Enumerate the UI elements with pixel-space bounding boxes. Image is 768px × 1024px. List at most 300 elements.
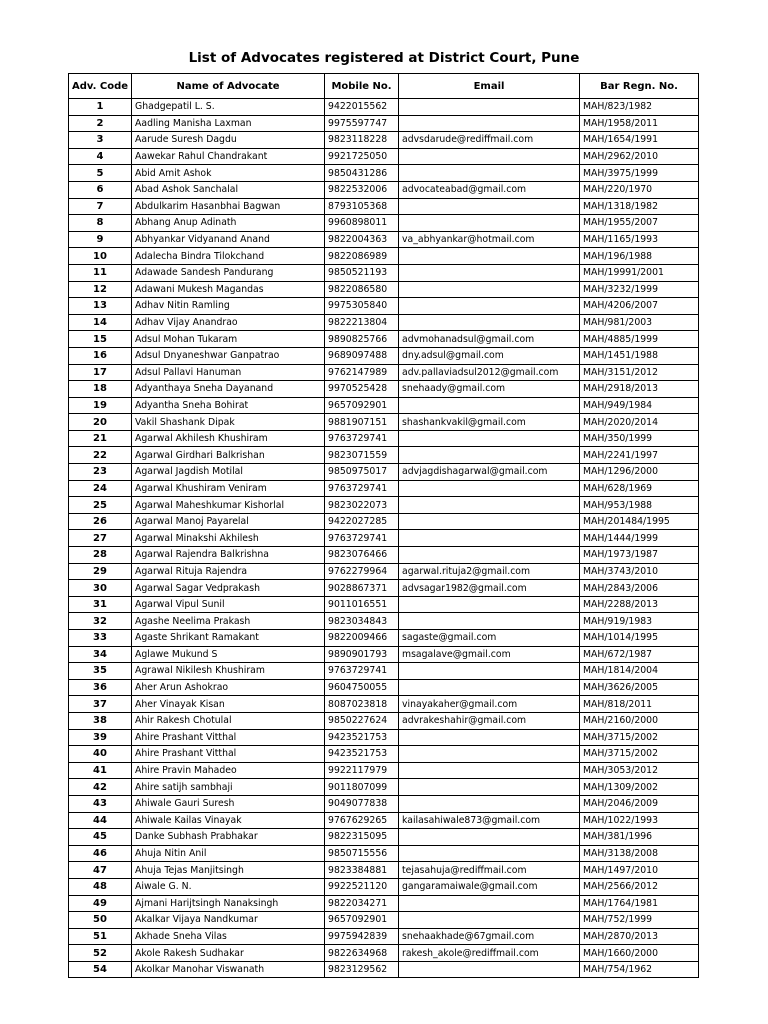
table-row [69, 795, 699, 812]
adv-code-cell: 51 [69, 928, 132, 945]
name-cell: Ajmani Harijtsingh Nanaksingh [132, 895, 325, 912]
bar-regn-cell: MAH/1451/1988 [580, 347, 699, 364]
adv-code-cell: 42 [69, 779, 132, 796]
table-row [69, 480, 699, 497]
adv-code-cell: 37 [69, 696, 132, 713]
name-cell: Aiwale G. N. [132, 878, 325, 895]
name-cell: Abad Ashok Sanchalal [132, 181, 325, 198]
name-cell: Ahire Prashant Vitthal [132, 746, 325, 763]
bar-regn-cell: MAH/1654/1991 [580, 132, 699, 149]
table-row [69, 563, 699, 580]
adv-code-cell: 4 [69, 148, 132, 165]
email-cell[interactable]: sagaste@gmail.com [399, 630, 580, 647]
mobile-cell: 9767629265 [325, 812, 399, 829]
mobile-cell: 9011016551 [325, 596, 399, 613]
adv-code-cell: 22 [69, 447, 132, 464]
adv-code-cell: 16 [69, 347, 132, 364]
mobile-cell: 9604750055 [325, 679, 399, 696]
email-cell[interactable]: va_abhyankar@hotmail.com [399, 231, 580, 248]
email-cell [399, 447, 580, 464]
email-cell[interactable]: msagalave@gmail.com [399, 646, 580, 663]
bar-regn-cell: MAH/2843/2006 [580, 580, 699, 597]
email-cell [399, 547, 580, 564]
bar-regn-cell: MAH/2870/2013 [580, 928, 699, 945]
header-bar-regn: Bar Regn. No. [580, 74, 699, 99]
mobile-cell: 9822086989 [325, 248, 399, 265]
name-cell: Ghadgepatil L. S. [132, 99, 325, 116]
table-row [69, 912, 699, 929]
bar-regn-cell: MAH/1497/2010 [580, 862, 699, 879]
header-name: Name of Advocate [132, 74, 325, 99]
email-cell[interactable]: snehaady@gmail.com [399, 381, 580, 398]
bar-regn-cell: MAH/3151/2012 [580, 364, 699, 381]
email-cell[interactable]: advocateabad@gmail.com [399, 181, 580, 198]
bar-regn-cell: MAH/220/1970 [580, 181, 699, 198]
bar-regn-cell: MAH/1165/1993 [580, 231, 699, 248]
bar-regn-cell: MAH/3232/1999 [580, 281, 699, 298]
mobile-cell: 9975597747 [325, 115, 399, 132]
bar-regn-cell: MAH/1309/2002 [580, 779, 699, 796]
name-cell: Agaste Shrikant Ramakant [132, 630, 325, 647]
email-cell[interactable]: adv.pallaviadsul2012@gmail.com [399, 364, 580, 381]
email-cell [399, 480, 580, 497]
table-row [69, 646, 699, 663]
table-row [69, 497, 699, 514]
name-cell: Abhyankar Vidyanand Anand [132, 231, 325, 248]
mobile-cell: 9762147989 [325, 364, 399, 381]
adv-code-cell: 45 [69, 829, 132, 846]
table-row [69, 264, 699, 281]
name-cell: Ahir Rakesh Chotulal [132, 712, 325, 729]
table-row [69, 148, 699, 165]
email-cell [399, 663, 580, 680]
mobile-cell: 9850431286 [325, 165, 399, 182]
email-cell [399, 729, 580, 746]
adv-code-cell: 24 [69, 480, 132, 497]
bar-regn-cell: MAH/1022/1993 [580, 812, 699, 829]
bar-regn-cell: MAH/3743/2010 [580, 563, 699, 580]
email-cell [399, 198, 580, 215]
table-row [69, 115, 699, 132]
table-row [69, 878, 699, 895]
adv-code-cell: 7 [69, 198, 132, 215]
email-cell [399, 845, 580, 862]
adv-code-cell: 47 [69, 862, 132, 879]
adv-code-cell: 36 [69, 679, 132, 696]
mobile-cell: 9975305840 [325, 298, 399, 315]
mobile-cell: 9922117979 [325, 762, 399, 779]
bar-regn-cell: MAH/1955/2007 [580, 215, 699, 232]
bar-regn-cell: MAH/752/1999 [580, 912, 699, 929]
table-row [69, 165, 699, 182]
table-row [69, 679, 699, 696]
adv-code-cell: 30 [69, 580, 132, 597]
email-cell [399, 912, 580, 929]
adv-code-cell: 20 [69, 414, 132, 431]
bar-regn-cell: MAH/196/1988 [580, 248, 699, 265]
name-cell: Adhav Vijay Anandrao [132, 314, 325, 331]
adv-code-cell: 27 [69, 530, 132, 547]
bar-regn-cell: MAH/3715/2002 [580, 729, 699, 746]
name-cell: Adyantha Sneha Bohirat [132, 397, 325, 414]
bar-regn-cell: MAH/381/1996 [580, 829, 699, 846]
mobile-cell: 9850975017 [325, 464, 399, 481]
name-cell: Danke Subhash Prabhakar [132, 829, 325, 846]
email-cell [399, 215, 580, 232]
adv-code-cell: 6 [69, 181, 132, 198]
name-cell: Akalkar Vijaya Nandkumar [132, 912, 325, 929]
name-cell: Aher Vinayak Kisan [132, 696, 325, 713]
name-cell: Agarwal Girdhari Balkrishan [132, 447, 325, 464]
table-row [69, 663, 699, 680]
name-cell: Aarude Suresh Dagdu [132, 132, 325, 149]
email-cell[interactable]: advmohanadsul@gmail.com [399, 331, 580, 348]
email-cell [399, 298, 580, 315]
email-cell [399, 596, 580, 613]
adv-code-cell: 48 [69, 878, 132, 895]
name-cell: Agarwal Rituja Rajendra [132, 563, 325, 580]
adv-code-cell: 41 [69, 762, 132, 779]
table-row [69, 812, 699, 829]
name-cell: Agarwal Vipul Sunil [132, 596, 325, 613]
mobile-cell: 9823118228 [325, 132, 399, 149]
adv-code-cell: 5 [69, 165, 132, 182]
header-mobile: Mobile No. [325, 74, 399, 99]
email-cell [399, 795, 580, 812]
email-cell[interactable]: kailasahiwale873@gmail.com [399, 812, 580, 829]
name-cell: Agarwal Maheshkumar Kishorlal [132, 497, 325, 514]
name-cell: Adsul Mohan Tukaram [132, 331, 325, 348]
bar-regn-cell: MAH/919/1983 [580, 613, 699, 630]
advocates-table [68, 73, 699, 978]
name-cell: Agarwal Akhilesh Khushiram [132, 430, 325, 447]
name-cell: Adawade Sandesh Pandurang [132, 264, 325, 281]
mobile-cell: 9921725050 [325, 148, 399, 165]
mobile-cell: 9823071559 [325, 447, 399, 464]
table-row [69, 928, 699, 945]
table-header-row [69, 74, 699, 99]
mobile-cell: 9823129562 [325, 961, 399, 978]
bar-regn-cell: MAH/949/1984 [580, 397, 699, 414]
table-row [69, 961, 699, 978]
table-row [69, 314, 699, 331]
table-row [69, 99, 699, 116]
name-cell: Adsul Pallavi Hanuman [132, 364, 325, 381]
email-cell [399, 397, 580, 414]
mobile-cell: 9763729741 [325, 530, 399, 547]
adv-code-cell: 32 [69, 613, 132, 630]
email-cell [399, 497, 580, 514]
name-cell: Agarwal Minakshi Akhilesh [132, 530, 325, 547]
name-cell: Akole Rakesh Sudhakar [132, 945, 325, 962]
bar-regn-cell: MAH/3626/2005 [580, 679, 699, 696]
table-row [69, 895, 699, 912]
mobile-cell: 9422015562 [325, 99, 399, 116]
email-cell[interactable]: advjagdishagarwal@gmail.com [399, 464, 580, 481]
name-cell: Agarwal Sagar Vedprakash [132, 580, 325, 597]
adv-code-cell: 46 [69, 845, 132, 862]
table-row [69, 630, 699, 647]
table-row [69, 132, 699, 149]
name-cell: Abhang Anup Adinath [132, 215, 325, 232]
adv-code-cell: 43 [69, 795, 132, 812]
name-cell: Agarwal Jagdish Motilal [132, 464, 325, 481]
name-cell: Abid Amit Ashok [132, 165, 325, 182]
name-cell: Adsul Dnyaneshwar Ganpatrao [132, 347, 325, 364]
email-cell [399, 99, 580, 116]
email-cell[interactable]: dny.adsul@gmail.com [399, 347, 580, 364]
table-row [69, 580, 699, 597]
name-cell: Ahiwale Gauri Suresh [132, 795, 325, 812]
mobile-cell: 9890825766 [325, 331, 399, 348]
table-row [69, 845, 699, 862]
bar-regn-cell: MAH/2918/2013 [580, 381, 699, 398]
email-cell[interactable]: vinayakaher@gmail.com [399, 696, 580, 713]
adv-code-cell: 39 [69, 729, 132, 746]
name-cell: Ahire Pravin Mahadeo [132, 762, 325, 779]
bar-regn-cell: MAH/1318/1982 [580, 198, 699, 215]
mobile-cell: 9822315095 [325, 829, 399, 846]
adv-code-cell: 21 [69, 430, 132, 447]
bar-regn-cell: MAH/3975/1999 [580, 165, 699, 182]
name-cell: Ahuja Tejas Manjitsingh [132, 862, 325, 879]
table-row [69, 231, 699, 248]
mobile-cell: 9922521120 [325, 878, 399, 895]
email-cell [399, 148, 580, 165]
mobile-cell: 9890901793 [325, 646, 399, 663]
name-cell: Ahuja Nitin Anil [132, 845, 325, 862]
mobile-cell: 9763729741 [325, 430, 399, 447]
mobile-cell: 9822634968 [325, 945, 399, 962]
name-cell: Agarwal Manoj Payarelal [132, 513, 325, 530]
email-cell [399, 679, 580, 696]
email-cell [399, 264, 580, 281]
email-cell [399, 895, 580, 912]
bar-regn-cell: MAH/3715/2002 [580, 746, 699, 763]
table-row [69, 198, 699, 215]
bar-regn-cell: MAH/1814/2004 [580, 663, 699, 680]
adv-code-cell: 23 [69, 464, 132, 481]
mobile-cell: 8793105368 [325, 198, 399, 215]
bar-regn-cell: MAH/19991/2001 [580, 264, 699, 281]
bar-regn-cell: MAH/1014/1995 [580, 630, 699, 647]
table-row [69, 696, 699, 713]
mobile-cell: 9881907151 [325, 414, 399, 431]
table-row [69, 347, 699, 364]
bar-regn-cell: MAH/953/1988 [580, 497, 699, 514]
mobile-cell: 9423521753 [325, 746, 399, 763]
adv-code-cell: 33 [69, 630, 132, 647]
name-cell: Aadling Manisha Laxman [132, 115, 325, 132]
header-email: Email [399, 74, 580, 99]
mobile-cell: 9822086580 [325, 281, 399, 298]
mobile-cell: 9850227624 [325, 712, 399, 729]
bar-regn-cell: MAH/1958/2011 [580, 115, 699, 132]
email-cell [399, 115, 580, 132]
name-cell: Ahiwale Kailas Vinayak [132, 812, 325, 829]
adv-code-cell: 15 [69, 331, 132, 348]
email-cell[interactable]: snehaakhade@67gmail.com [399, 928, 580, 945]
mobile-cell: 9823384881 [325, 862, 399, 879]
mobile-cell: 9822004363 [325, 231, 399, 248]
bar-regn-cell: MAH/672/1987 [580, 646, 699, 663]
page-title: List of Advocates registered at District Court, Pune [188, 50, 580, 66]
bar-regn-cell: MAH/818/2011 [580, 696, 699, 713]
adv-code-cell: 26 [69, 513, 132, 530]
mobile-cell: 9763729741 [325, 663, 399, 680]
table-row [69, 430, 699, 447]
table-row [69, 530, 699, 547]
mobile-cell: 9028867371 [325, 580, 399, 597]
email-cell [399, 248, 580, 265]
bar-regn-cell: MAH/2046/2009 [580, 795, 699, 812]
email-cell [399, 613, 580, 630]
bar-regn-cell: MAH/4885/1999 [580, 331, 699, 348]
bar-regn-cell: MAH/2160/2000 [580, 712, 699, 729]
name-cell: Adalecha Bindra Tilokchand [132, 248, 325, 265]
bar-regn-cell: MAH/4206/2007 [580, 298, 699, 315]
email-cell[interactable]: rakesh_akole@rediffmail.com [399, 945, 580, 962]
mobile-cell: 9823034843 [325, 613, 399, 630]
bar-regn-cell: MAH/823/1982 [580, 99, 699, 116]
bar-regn-cell: MAH/350/1999 [580, 430, 699, 447]
email-cell[interactable]: shashankvakil@gmail.com [399, 414, 580, 431]
email-cell[interactable]: tejasahuja@rediffmail.com [399, 862, 580, 879]
name-cell: Abdulkarim Hasanbhai Bagwan [132, 198, 325, 215]
table-row [69, 513, 699, 530]
bar-regn-cell: MAH/1296/2000 [580, 464, 699, 481]
adv-code-cell: 28 [69, 547, 132, 564]
mobile-cell: 9657092901 [325, 912, 399, 929]
name-cell: Agrawal Nikilesh Khushiram [132, 663, 325, 680]
adv-code-cell: 50 [69, 912, 132, 929]
bar-regn-cell: MAH/3138/2008 [580, 845, 699, 862]
table-row [69, 547, 699, 564]
email-cell [399, 314, 580, 331]
adv-code-cell: 2 [69, 115, 132, 132]
table-row [69, 248, 699, 265]
email-cell [399, 762, 580, 779]
mobile-cell: 9970525428 [325, 381, 399, 398]
bar-regn-cell: MAH/1660/2000 [580, 945, 699, 962]
adv-code-cell: 19 [69, 397, 132, 414]
header-adv-code: Adv. Code [69, 74, 132, 99]
bar-regn-cell: MAH/201484/1995 [580, 513, 699, 530]
adv-code-cell: 54 [69, 961, 132, 978]
mobile-cell: 9822213804 [325, 314, 399, 331]
table-row [69, 414, 699, 431]
adv-code-cell: 29 [69, 563, 132, 580]
mobile-cell: 9960898011 [325, 215, 399, 232]
adv-code-cell: 44 [69, 812, 132, 829]
adv-code-cell: 38 [69, 712, 132, 729]
name-cell: Aawekar Rahul Chandrakant [132, 148, 325, 165]
adv-code-cell: 40 [69, 746, 132, 763]
bar-regn-cell: MAH/628/1969 [580, 480, 699, 497]
mobile-cell: 9763729741 [325, 480, 399, 497]
email-cell [399, 961, 580, 978]
name-cell: Akolkar Manohar Viswanath [132, 961, 325, 978]
bar-regn-cell: MAH/3053/2012 [580, 762, 699, 779]
mobile-cell: 9762279964 [325, 563, 399, 580]
table-row [69, 779, 699, 796]
adv-code-cell: 13 [69, 298, 132, 315]
bar-regn-cell: MAH/2962/2010 [580, 148, 699, 165]
bar-regn-cell: MAH/1444/1999 [580, 530, 699, 547]
table-row [69, 829, 699, 846]
name-cell: Adhav Nitin Ramling [132, 298, 325, 315]
bar-regn-cell: MAH/981/2003 [580, 314, 699, 331]
mobile-cell: 9011807099 [325, 779, 399, 796]
table-row [69, 945, 699, 962]
table-row [69, 596, 699, 613]
adv-code-cell: 18 [69, 381, 132, 398]
name-cell: Vakil Shashank Dipak [132, 414, 325, 431]
email-cell[interactable]: gangaramaiwale@gmail.com [399, 878, 580, 895]
email-cell[interactable]: advrakeshahir@gmail.com [399, 712, 580, 729]
mobile-cell: 9975942839 [325, 928, 399, 945]
email-cell [399, 829, 580, 846]
name-cell: Ahire Prashant Vitthal [132, 729, 325, 746]
adv-code-cell: 49 [69, 895, 132, 912]
name-cell: Agarwal Khushiram Veniram [132, 480, 325, 497]
table-row [69, 862, 699, 879]
table-row [69, 464, 699, 481]
email-cell[interactable]: advsagar1982@gmail.com [399, 580, 580, 597]
mobile-cell: 9822034271 [325, 895, 399, 912]
email-cell [399, 779, 580, 796]
adv-code-cell: 34 [69, 646, 132, 663]
adv-code-cell: 10 [69, 248, 132, 265]
table-row [69, 746, 699, 763]
mobile-cell: 8087023818 [325, 696, 399, 713]
mobile-cell: 9689097488 [325, 347, 399, 364]
name-cell: Agashe Neelima Prakash [132, 613, 325, 630]
mobile-cell: 9657092901 [325, 397, 399, 414]
mobile-cell: 9822009466 [325, 630, 399, 647]
table-row [69, 381, 699, 398]
email-cell[interactable]: advsdarude@rediffmail.com [399, 132, 580, 149]
email-cell [399, 746, 580, 763]
name-cell: Akhade Sneha Vilas [132, 928, 325, 945]
name-cell: Aglawe Mukund S [132, 646, 325, 663]
adv-code-cell: 12 [69, 281, 132, 298]
email-cell [399, 513, 580, 530]
table-row [69, 215, 699, 232]
name-cell: Agarwal Rajendra Balkrishna [132, 547, 325, 564]
bar-regn-cell: MAH/2020/2014 [580, 414, 699, 431]
table-row [69, 729, 699, 746]
adv-code-cell: 9 [69, 231, 132, 248]
mobile-cell: 9850521193 [325, 264, 399, 281]
table-row [69, 712, 699, 729]
table-row [69, 181, 699, 198]
name-cell: Adawani Mukesh Magandas [132, 281, 325, 298]
email-cell[interactable]: agarwal.rituja2@gmail.com [399, 563, 580, 580]
mobile-cell: 9850715556 [325, 845, 399, 862]
adv-code-cell: 17 [69, 364, 132, 381]
table-row [69, 613, 699, 630]
table-row [69, 298, 699, 315]
bar-regn-cell: MAH/754/1962 [580, 961, 699, 978]
email-cell [399, 530, 580, 547]
adv-code-cell: 8 [69, 215, 132, 232]
bar-regn-cell: MAH/2241/1997 [580, 447, 699, 464]
table-row [69, 447, 699, 464]
mobile-cell: 9423521753 [325, 729, 399, 746]
table-row [69, 331, 699, 348]
adv-code-cell: 31 [69, 596, 132, 613]
